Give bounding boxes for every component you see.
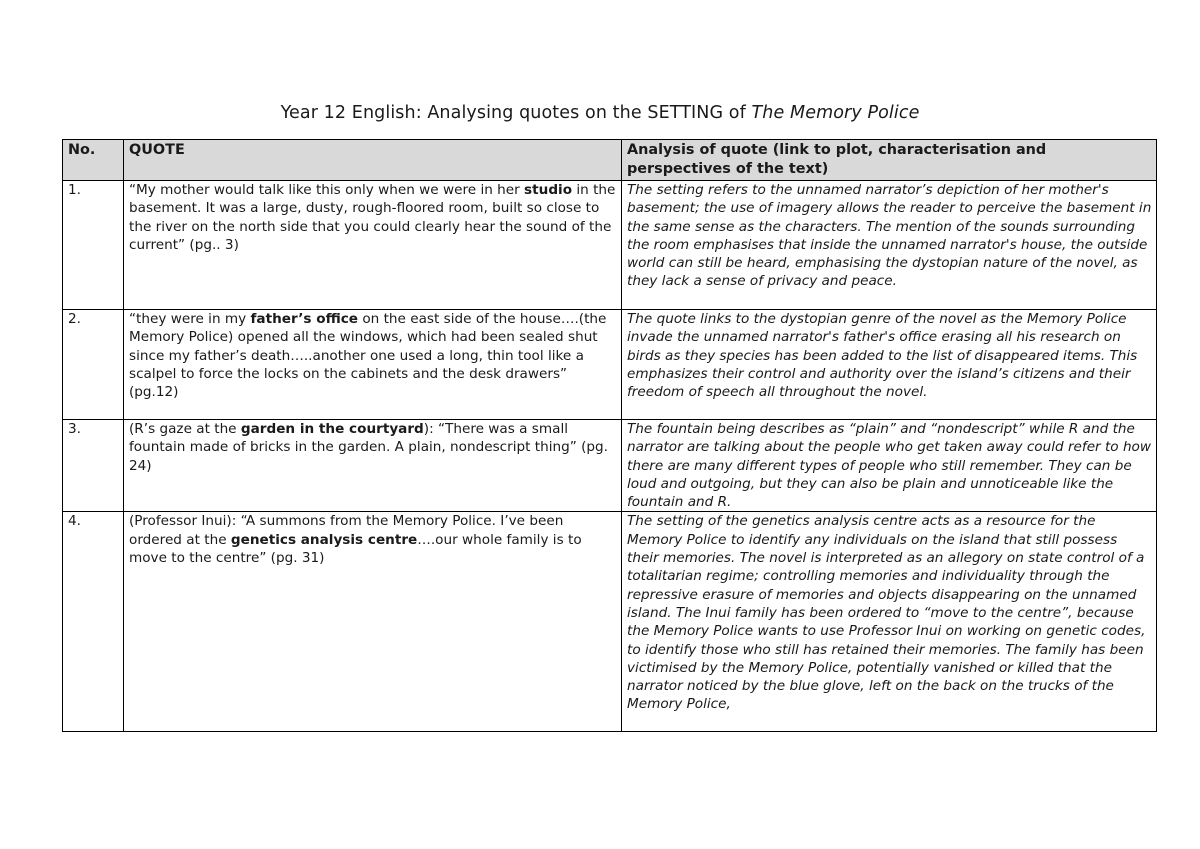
analysis-cell: The setting refers to the unnamed narrator’s depiction of her mother's basement; the use of imagery allows the reader to perceive the basement in the same sense as the characters. The mention of the sounds surrounding the room emphasises that inside the unnamed narrator's house, the outside world can still be heard, emphasising the dystopian nature of the novel, as they lack a sense of privacy and peace.	[622, 181, 1157, 310]
analysis-cell: The quote links to the dystopian genre of the novel as the Memory Police invade the unnamed narrator's father's office erasing all his research on birds as they species has been added to the list of disappeared items. This emphasizes their control and authority over the island’s citizens and their freedom of speech all throughout the novel.	[622, 310, 1157, 420]
quote-setting-highlight: garden in the courtyard	[240, 421, 424, 437]
row-number: 4.	[63, 512, 124, 732]
table-header-row	[63, 140, 1157, 181]
quote-text: (R’s gaze at the	[129, 421, 241, 437]
quote-cell	[124, 181, 622, 310]
quote-setting-highlight: studio	[524, 182, 573, 198]
quote-cell	[124, 512, 622, 732]
quote-text: (Professor Inui): “A summons from the Memory Police. I’ve been ordered at the	[129, 513, 564, 548]
table-row	[63, 181, 1157, 310]
page-title	[0, 103, 1200, 123]
row-number: 2.	[63, 310, 124, 420]
quote-text: “My mother would talk like this only when we were in her	[129, 182, 525, 198]
quote-cell	[124, 420, 622, 512]
table-row	[63, 512, 1157, 732]
quote-text-continued: ): “There was a small fountain made of bricks in the garden. A plain, nondescript thing” (pg. 24)	[129, 421, 609, 474]
table-row	[63, 420, 1157, 512]
table-row	[63, 310, 1157, 420]
quotes-table	[62, 139, 1157, 732]
title-book: The Memory Police	[751, 103, 920, 123]
quote-text-continued: in the basement. It was a large, dusty, rough-floored room, built so close to the river on the north side that you could clearly hear the sound of the current” (pg.. 3)	[129, 182, 616, 253]
quote-cell	[124, 310, 622, 420]
quote-setting-highlight: genetics analysis centre	[230, 531, 418, 548]
quote-text-continued: ….our whole family is to move to the centre” (pg. 31)	[129, 531, 582, 567]
analysis-cell: The setting of the genetics analysis centre acts as a resource for the Memory Police to identify any individuals on the island that still possess their memories. The novel is interpreted as an allegory on state control of a totalitarian regime; controlling memories and individuality through the repressive erasure of memories and objects disappearing on the unnamed island. The Inui family has been ordered to “move to the centre”, because the Memory Police wants to use Professor Inui on working on genetic codes, to identify those who still has retained their memories. The family has been victimised by the Memory Police, potentially vanished or killed that the narrator noticed by the blue glove, left on the back on the trucks of the Memory Police,	[622, 512, 1157, 732]
analysis-cell: The fountain being describes as “plain” and “nondescript” while R and the narrator are talking about the people who get taken away could refer to how there are many different types of people who still remember. They can be loud and outgoing, but they can also be plain and unnoticeable like the fountain and R.	[622, 420, 1157, 512]
quote-text: “they were in my	[129, 311, 251, 327]
header-quote: QUOTE	[124, 140, 622, 181]
quote-text-continued: on the east side of the house….(the Memory Police) opened all the windows, which had been sealed shut since my father’s death…..another one used a long, thin tool like a scalpel to force the locks on the cabinets and the desk drawers” (pg.12)	[129, 311, 607, 401]
row-number: 3.	[63, 420, 124, 512]
header-analysis: Analysis of quote (link to plot, characterisation and perspectives of the text)	[622, 140, 1157, 181]
quote-setting-highlight: father’s office	[250, 311, 359, 327]
row-number: 1.	[63, 181, 124, 310]
header-no: No.	[63, 140, 124, 181]
title-prefix: Year 12 English: Analysing quotes on the SETTING of	[280, 103, 752, 123]
